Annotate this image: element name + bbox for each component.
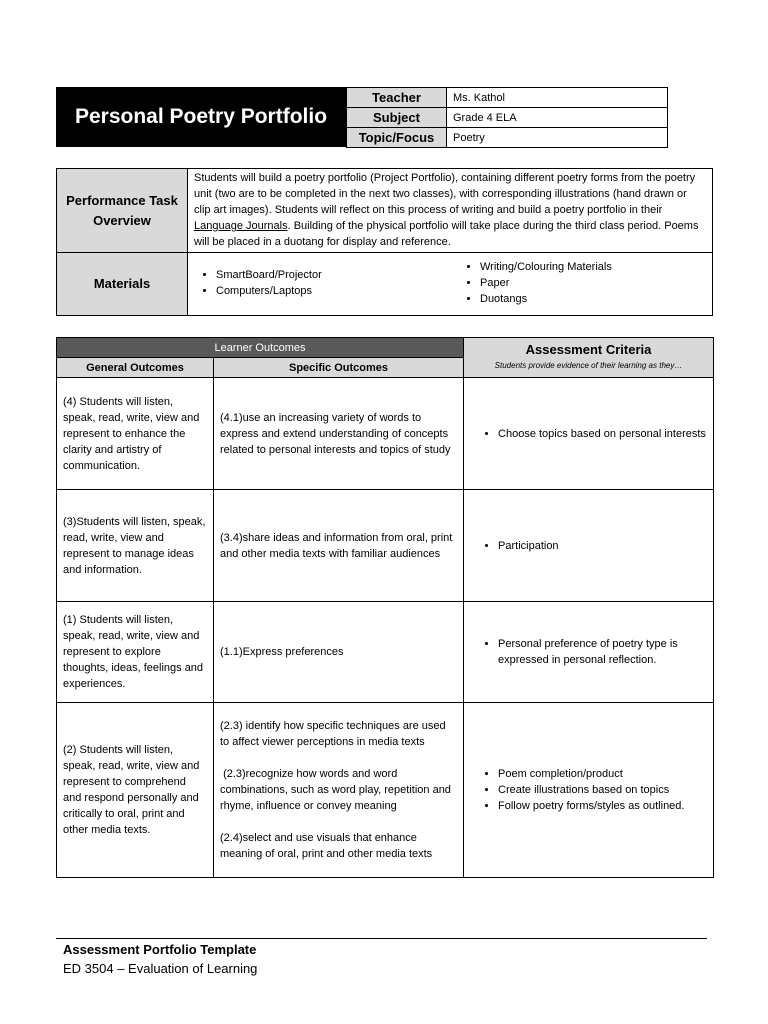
- general-outcome-cell: (3)Students will listen, speak, read, write, view and represent to manage ideas and information.: [57, 490, 214, 602]
- specific-outcome-text: (1.1)Express preferences: [220, 646, 344, 658]
- header-info-table: [346, 87, 668, 148]
- specific-outcome-cell: [214, 490, 464, 602]
- general-outcome-cell: (2) Students will listen, speak, read, write, view and represent to comprehend and respond personally and critically to oral, print and other media texts.: [57, 703, 214, 878]
- list-item: • Follow poetry forms/styles as outlined.: [498, 798, 707, 814]
- list-item: • Writing/Colouring Materials: [480, 259, 612, 275]
- subject-label: Subject: [347, 108, 447, 128]
- specific-outcome-text: (4.1)use an increasing variety of words to express and extend understanding of concepts related to personal interests and topics of study: [220, 411, 451, 456]
- teacher-value: Ms. Kathol: [447, 88, 668, 108]
- page-title: Personal Poetry Portfolio: [56, 87, 346, 147]
- footer-template-title: Assessment Portfolio Template: [63, 942, 257, 957]
- outcomes-header-row: [57, 338, 714, 358]
- specific-outcome-text: (2.4)select and use visuals that enhance meaning of oral, print and other media texts: [220, 832, 433, 860]
- materials-list-right: [452, 259, 612, 307]
- specific-outcome-cell: [214, 378, 464, 490]
- specific-outcome-text: (2.3) identify how specific techniques are used to affect viewer perceptions in media texts: [220, 720, 446, 748]
- topic-value: Poetry: [447, 128, 668, 148]
- list-item: • Choose topics based on personal interests: [498, 426, 707, 442]
- overview-label: Performance Task Overview: [57, 169, 188, 253]
- list-item: • Participation: [498, 538, 707, 554]
- general-outcome-cell: (1) Students will listen, speak, read, write, view and represent to explore thoughts, ideas, feelings and experiences.: [57, 602, 214, 703]
- criteria-cell: [464, 602, 714, 703]
- overview-text-before: Students will build a poetry portfolio (Project Portfolio), containing different poetry forms from the poetry unit (two are to be completed in the next two classes), with corresponding illustrations (hand drawn or clip art images). Students will reflect on this process of writing and build a poetry portfolio in their: [194, 172, 696, 216]
- table-row: [57, 378, 714, 490]
- teacher-row: [347, 88, 668, 108]
- specific-outcomes-header: Specific Outcomes: [214, 358, 464, 378]
- general-outcome-cell: (4) Students will listen, speak, read, write, view and represent to enhance the clarity and artistry of communication.: [57, 378, 214, 490]
- overview-text: [188, 169, 713, 253]
- materials-label: Materials: [57, 253, 188, 316]
- list-item: • Paper: [480, 275, 612, 291]
- subject-value: Grade 4 ELA: [447, 108, 668, 128]
- specific-outcome-text: (3.4)share ideas and information from oral, print and other media texts with familiar audiences: [220, 531, 453, 560]
- footer-course: ED 3504 – Evaluation of Learning: [63, 961, 258, 976]
- topic-row: [347, 128, 668, 148]
- topic-label: Topic/Focus: [347, 128, 447, 148]
- task-overview-table: [56, 168, 713, 316]
- assessment-criteria-title: Assessment Criteria: [525, 341, 652, 357]
- materials-list-left: [188, 267, 322, 299]
- specific-outcome-text: (2.3)recognize how words and word combinations, such as word play, repetition and rhyme, influence or convey meaning: [220, 768, 454, 812]
- language-journals-link: Language Journals: [194, 220, 288, 232]
- list-item: • SmartBoard/Projector: [216, 267, 322, 283]
- table-row: [57, 602, 714, 703]
- subject-row: [347, 108, 668, 128]
- assessment-criteria-header: [464, 338, 714, 378]
- teacher-label: Teacher: [347, 88, 447, 108]
- list-item: • Duotangs: [480, 291, 612, 307]
- footer-divider: [56, 938, 707, 939]
- specific-outcome-cell: [214, 602, 464, 703]
- list-item: • Personal preference of poetry type is expressed in personal reflection.: [498, 636, 707, 668]
- criteria-cell: [464, 378, 714, 490]
- specific-outcome-cell: [214, 703, 464, 878]
- materials-row: [57, 253, 713, 316]
- list-item: • Poem completion/product: [498, 766, 707, 782]
- table-row: [57, 490, 714, 602]
- criteria-cell: [464, 703, 714, 878]
- materials-lists: [188, 253, 713, 316]
- general-outcomes-header: General Outcomes: [57, 358, 214, 378]
- overview-row: [57, 169, 713, 253]
- learner-outcomes-header: Learner Outcomes: [57, 338, 464, 358]
- criteria-cell: [464, 490, 714, 602]
- list-item: • Create illustrations based on topics: [498, 782, 707, 798]
- table-row: [57, 703, 714, 878]
- outcomes-table: [56, 337, 714, 878]
- list-item: • Computers/Laptops: [216, 283, 322, 299]
- assessment-criteria-subtitle: Students provide evidence of their learning as they…: [494, 360, 683, 370]
- overview-text-after: . Building of the physical portfolio will take place during the third class period. Poems will be placed in a duotang for display and reference.: [194, 220, 699, 248]
